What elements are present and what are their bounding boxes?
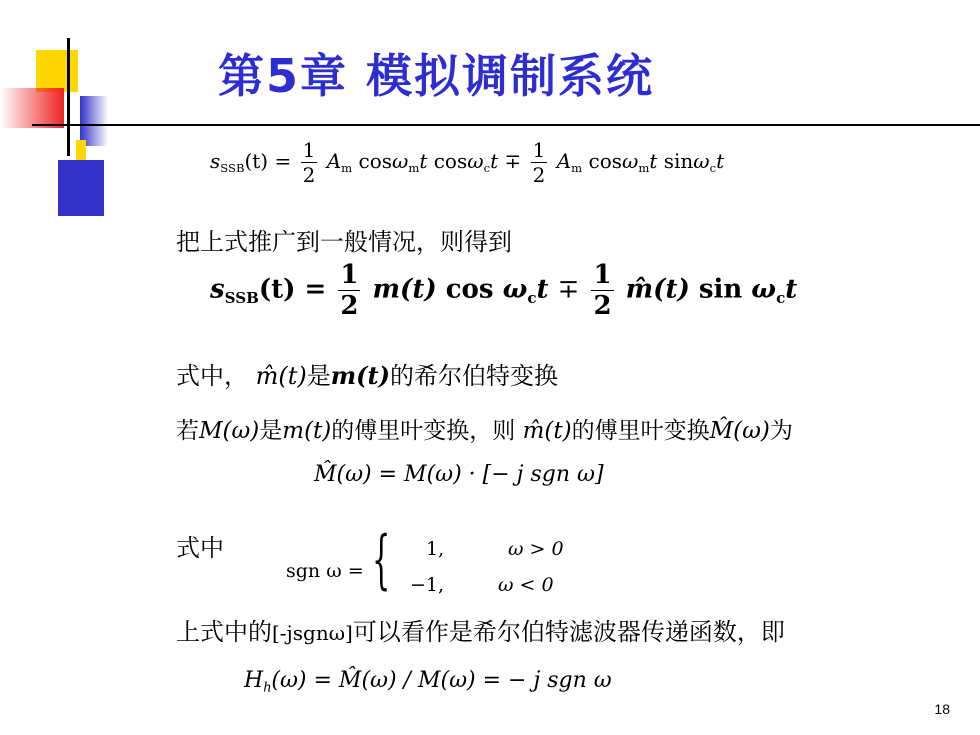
equation-sgn-lhs: sgn ω = [286, 560, 364, 582]
sgn-case1-value: 1, [426, 538, 445, 560]
equation-ssb-general: $s_{SSB}(t)$ = $\frac{1}{2}$ m(t) $\cos \omega_ct$ ∓ $\frac{1}{2}$ m̂(t) $\sin \omega_ct$ [210, 260, 798, 321]
text-line-fourier: 若M(ω)是m(t)的傅里叶变换，则 m̂(t)的傅里叶变换M̂(ω)为 [176, 418, 793, 444]
eq1-s: s [210, 149, 221, 173]
eq1-frac2: $\frac{1}{2}$ [532, 138, 546, 187]
sgn-brace: { [372, 523, 391, 597]
eq1-pm: ∓ [504, 149, 522, 173]
corner-vertical-line [67, 38, 70, 156]
eq1-sub: SSB [220, 161, 245, 176]
sgn-case2-value: −1, [410, 574, 445, 596]
sgn-case2-condition: ω < 0 [498, 574, 554, 596]
text-line-where: 式中 [176, 534, 224, 562]
equation-mhat-fourier: M̂(ω) = M(ω) · [− j sgn ω] [314, 462, 604, 487]
header-rule [32, 124, 980, 126]
slide-title: 第5章 模拟调制系统 [218, 49, 655, 103]
corner-blue-gradient [80, 96, 108, 146]
sgn-case1-condition: ω > 0 [508, 538, 564, 560]
page-number: 18 [934, 701, 950, 717]
equation-hilbert-transfer: $H_h(\omega)$ = M̂(ω) / M(ω) = − j sgn ω [244, 668, 612, 696]
text-line-hilbert-def: 式中， m̂(t)是m(t)的希尔伯特变换 [176, 361, 558, 390]
text-line-generalize: 把上式推广到一般情况，则得到 [176, 228, 512, 256]
eq1-frac1: $\frac{1}{2}$ [302, 138, 316, 187]
corner-red-bar [0, 88, 64, 128]
corner-blue-square [58, 160, 104, 216]
corner-yellow-square [36, 50, 78, 92]
corner-small-yellow [76, 140, 86, 160]
eq1-t: (t) = [244, 149, 292, 173]
text-line-hilbert-filter: 上式中的[-jsgnω]可以看作是希尔伯特滤波器传递函数，即 [176, 618, 785, 646]
equation-ssb-specific: $s_{SSB}(t)$ = $\frac{1}{2}$ $A_m$ cosω$_m$t cosω$_c$t ∓ $\frac{1}{2}$ $A_m$ cosω$_m$t sinω$_c$t [210, 138, 725, 187]
